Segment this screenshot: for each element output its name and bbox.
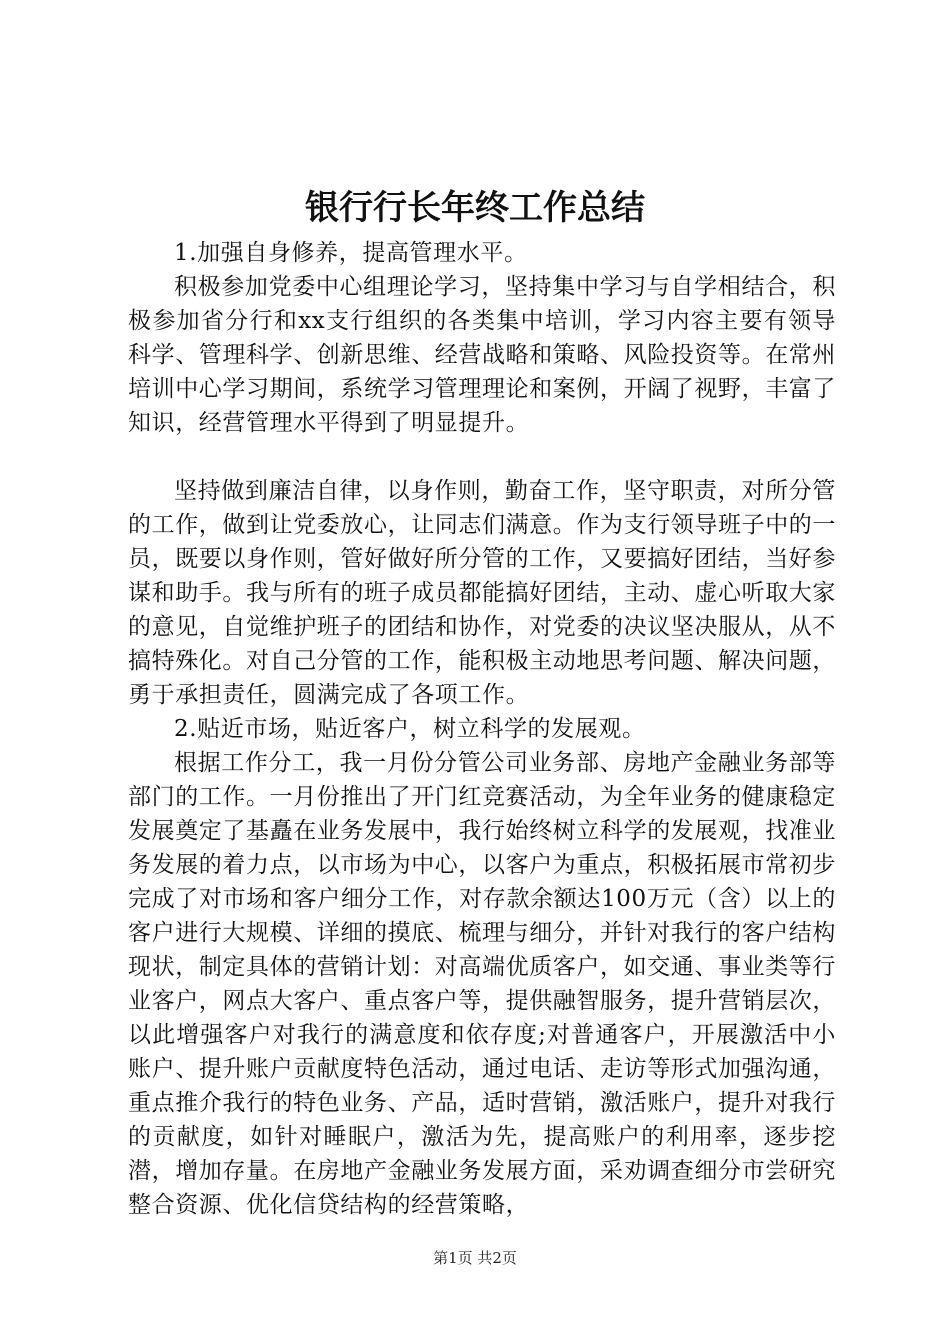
paragraph-integrity: 坚持做到廉洁自律，以身作则，勤奋工作，坚守职责，对所分管的工作，做到让党委放心，让同志们满意。作为支行领导班子中的一员，既要以身作则，管好做好所分管的工作，又要搞好团结，当好参谋和助手。我与所有的班子成员都能搞好团结，主动、虚心听取大家的意见，自觉维护班子的团结和协作，对党委的决议坚决服从，从不搞特殊化。对自己分管的工作，能积极主动地思考问题、解决问题，勇于承担责任，圆满完成了各项工作。 [128,478,836,708]
paragraph-study: 积极参加党委中心组理论学习，坚持集中学习与自学相结合，积极参加省分行和xx支行组织的各类集中培训，学习内容主要有领导科学、管理科学、创新思维、经营战略和策略、风险投资等。在常州培训中心学习期间，系统学习管理理论和案例，开阔了视野，丰富了知识，经营管理水平得到了明显提升。 [128,274,836,436]
page-footer: 第1页 共2页 [433,1249,517,1267]
document-body [128,236,836,1222]
section-heading-1: 1.加强自身修养，提高管理水平。 [174,240,528,266]
document-title: 银行行长年终工作总结 [305,188,645,228]
section-heading-2: 2.贴近市场，贴近客户，树立科学的发展观。 [174,716,646,742]
paragraph-market: 根据工作分工，我一月份分管公司业务部、房地产金融业务部等部门的工作。一月份推出了开门红竞赛活动，为全年业务的健康稳定发展奠定了基矗在业务发展中，我行始终树立科学的发展观，找准业务发展的着力点，以市场为中心，以客户为重点，积极拓展市常初步完成了对市场和客户细分工作，对存款余额达100万元（含）以上的客户进行大规模、详细的摸底、梳理与细分，并针对我行的客户结构现状，制定具体的营销计划：对高端优质客户，如交通、事业类等行业客户，网点大客户、重点客户等，提供融智服务，提升营销层次，以此增强客户对我行的满意度和依存度;对普通客户，开展激活中小账户、提升账户贡献度特色活动，通过电话、走访等形式加强沟通，重点推介我行的特色业务、产品，适时营销，激活账户，提升对我行的贡献度，如针对睡眠户，激活为先，提高账户的利用率，逐步挖潜，增加存量。在房地产金融业务发展方面，采劝调查细分市尝研究整合资源、优化信贷结构的经营策略， [128,750,836,1218]
